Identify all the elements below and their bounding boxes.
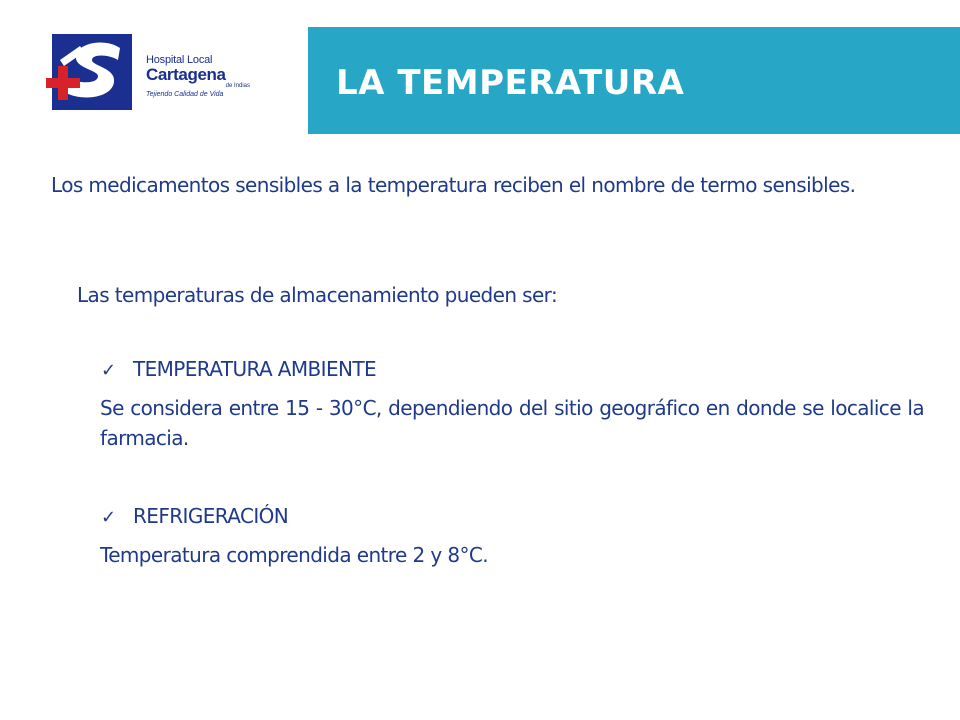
logo-tagline: Tejiendo Calidad de Vida <box>146 91 224 98</box>
storage-subheading: Las temperaturas de almacenamiento pueden ser: <box>77 283 558 307</box>
title-band <box>308 27 960 134</box>
page-title: LA TEMPERATURA <box>336 63 685 103</box>
ambient-description: Se considera entre 15 - 30°C, dependiendo del sitio geográfico en donde se localice la farmacia. <box>100 396 924 450</box>
bullet-ambient <box>101 354 376 386</box>
refrigeration-description: Temperatura comprendida entre 2 y 8°C. <box>100 543 488 567</box>
logo-text <box>146 54 256 99</box>
logo-de-indias: de Indias <box>225 83 250 89</box>
checkmark-icon: ✓ <box>101 507 116 528</box>
checkmark-icon: ✓ <box>101 360 116 381</box>
intro-paragraph: Los medicamentos sensibles a la temperatura reciben el nombre de termo sensibles. <box>51 173 856 197</box>
bullet-ambient-label: TEMPERATURA AMBIENTE <box>133 357 377 381</box>
logo-cartagena: Cartagena <box>146 65 226 84</box>
bullet-refrigeration <box>101 501 288 533</box>
hospital-logo <box>36 30 250 116</box>
logo-hospital-local: Hospital Local <box>146 54 213 66</box>
bullet-refrigeration-label: REFRIGERACIÓN <box>133 504 289 528</box>
hospital-emblem-icon <box>36 30 146 116</box>
